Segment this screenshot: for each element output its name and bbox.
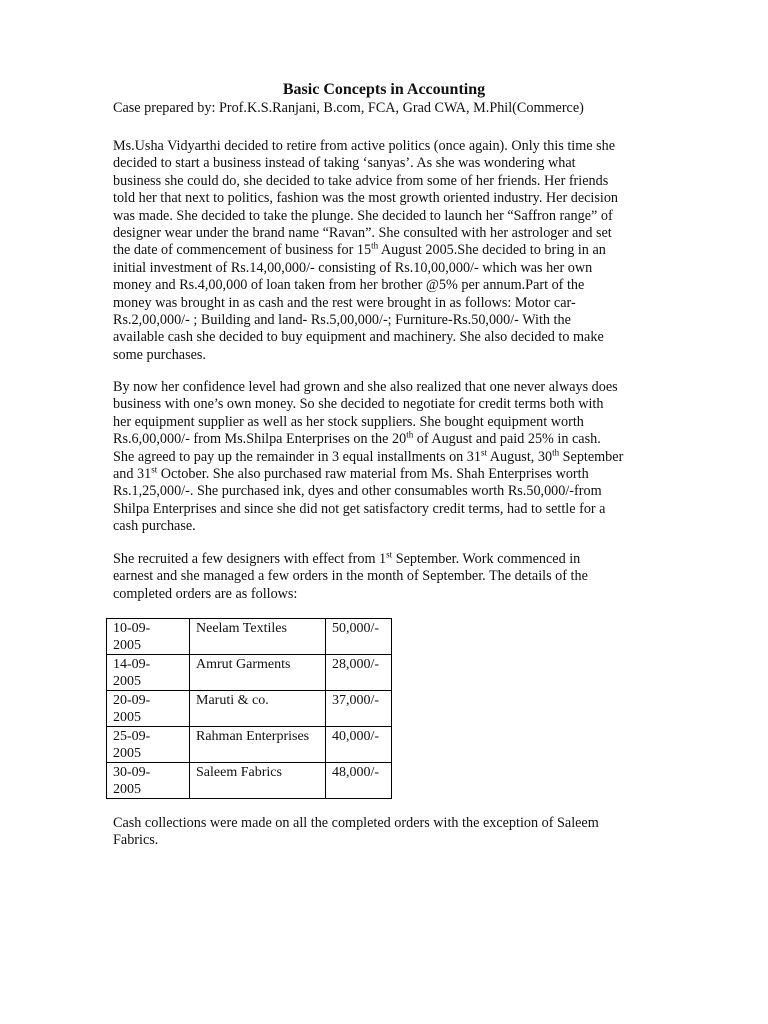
text-line [113,173,673,190]
paragraph-orders-intro [113,551,673,603]
text-line [113,466,673,483]
text-line [113,446,673,466]
text-line [113,551,673,568]
text-run: available cash she decided to buy equipment and machinery. She also decided to make [113,329,604,346]
order-date-part: 2005 [113,637,141,653]
text-run: of August and paid 25% in cash. [413,431,601,448]
text-run: Rs.6,00,000/- from Ms.Shilpa Enterprises on the 20 [113,431,407,448]
text-line [113,501,673,518]
text-run: and 31 [113,466,152,483]
table-row [107,727,392,763]
text-run: told her that next to politics, fashion was the most growth oriented industry. Her decision [113,190,619,207]
text-run: By now her confidence level had grown and she also realized that one never always does [113,379,618,395]
order-customer-cell: Amrut Garments [190,655,326,691]
order-date-part: 2005 [113,709,141,725]
order-date-part: 14-09- [113,657,151,672]
text-run: completed orders are as follows: [113,585,298,602]
text-run: initial investment of Rs.14,00,000/- consisting of Rs.10,00,000/- which was her own [113,259,593,276]
text-line [113,242,673,259]
text-run: Shilpa Enterprises and since she did not get satisfactory credit terms, had to settle for a [113,500,606,517]
table-row [107,619,392,655]
order-customer-cell: Rahman Enterprises [190,727,326,763]
text-line [113,295,673,312]
text-line [113,138,673,155]
order-date-part: 25-09- [113,729,151,744]
paragraph-credit-terms [113,379,673,536]
text-line [113,155,673,172]
orders-table [106,618,392,799]
text-line [113,312,673,329]
document-title: Basic Concepts in Accounting [282,81,486,98]
order-amount-cell: 28,000/- [326,655,392,691]
text-line [113,329,673,346]
text-run: cash purchase. [113,518,196,535]
text-run: money was brought in as cash and the rest were brought in as follows: Motor car- [113,294,576,311]
paragraph-intro [113,138,673,364]
order-date-cell [107,727,190,763]
text-run: Ms.Usha Vidyarthi decided to retire from active politics (once again). Only this time she [113,138,616,154]
text-run: the date of commencement of business for 15 [113,242,372,259]
ordinal-suffix: th [552,446,560,457]
text-line [113,277,673,294]
text-run: was made. She decided to take the plunge. She decided to launch her “Saffron range” of [113,207,613,224]
text-run: October. She also purchased raw material from Ms. Shah Enterprises worth [157,466,589,483]
order-date-part: 2005 [113,781,141,797]
text-run: August 2005.She decided to bring in an [378,242,606,259]
ordinal-suffix: st [151,464,158,475]
text-run: September. Work commenced in [392,551,581,567]
order-date-cell [107,691,190,727]
ordinal-suffix: st [481,446,488,457]
order-customer-cell: Neelam Textiles [190,619,326,655]
text-line [113,190,673,207]
text-run: August, 30 [487,448,553,465]
table-row [107,763,392,799]
ordinal-suffix: th [406,429,414,440]
text-line [113,832,673,849]
text-line [113,518,673,535]
text-run: designer wear under the brand name “Ravan”. She consulted with her astrologer and set [113,225,612,242]
text-line [113,431,673,448]
text-run: Rs.2,00,000/- ; Building and land- Rs.5,00,000/-; Furniture-Rs.50,000/- With the [113,312,571,329]
text-line [113,483,673,500]
text-line [113,347,673,364]
text-line [113,586,673,603]
text-run: her equipment supplier as well as her stock suppliers. She bought equipment worth [113,413,584,430]
order-date-part: 10-09- [113,621,151,636]
text-run: Cash collections were made on all the completed orders with the exception of Saleem [113,815,599,831]
text-run: decided to start a business instead of taking ‘sanyas’. As she was wondering what [113,155,576,172]
order-customer-cell: Saleem Fabrics [190,763,326,799]
order-customer-cell: Maruti & co. [190,691,326,727]
text-line [113,225,673,242]
order-date-part: 2005 [113,673,141,689]
text-run: September [559,448,624,465]
order-date-part: 2005 [113,745,141,761]
text-run: She recruited a few designers with effect from 1 [113,551,387,567]
text-line [113,208,673,225]
order-amount-cell: 37,000/- [326,691,392,727]
order-date-part: 20-09- [113,693,151,708]
text-run: some purchases. [113,346,206,363]
table-row [107,655,392,691]
order-date-cell [107,619,190,655]
text-line [113,414,673,431]
document-byline: Case prepared by: Prof.K.S.Ranjani, B.com, FCA, Grad CWA, M.Phil(Commerce) [113,100,584,116]
order-date-part: 30-09- [113,765,151,780]
order-amount-cell: 50,000/- [326,619,392,655]
order-amount-cell: 48,000/- [326,763,392,799]
text-run: She agreed to pay up the remainder in 3 equal installments on 31 [113,448,481,465]
text-run: earnest and she managed a few orders in the month of September. The details of the [113,568,588,585]
table-row [107,691,392,727]
text-run: business with one’s own money. So she decided to negotiate for credit terms both with [113,396,604,413]
order-date-cell [107,655,190,691]
text-line [113,379,673,396]
text-run: Fabrics. [113,832,159,849]
paragraph-cash-collections [113,815,673,850]
text-line [113,396,673,413]
ordinal-suffix: st [386,549,393,560]
text-line [113,260,673,277]
ordinal-suffix: th [371,240,379,251]
text-run: money and Rs.4,00,000 of loan taken from her brother @5% per annum.Part of the [113,277,585,294]
order-amount-cell: 40,000/- [326,727,392,763]
text-line [113,815,673,832]
text-run: Rs.1,25,000/-. She purchased ink, dyes and other consumables worth Rs.50,000/-from [113,483,602,500]
text-line [113,568,673,585]
text-run: business she could do, she decided to take advice from some of her friends. Her friends [113,172,609,189]
order-date-cell [107,763,190,799]
